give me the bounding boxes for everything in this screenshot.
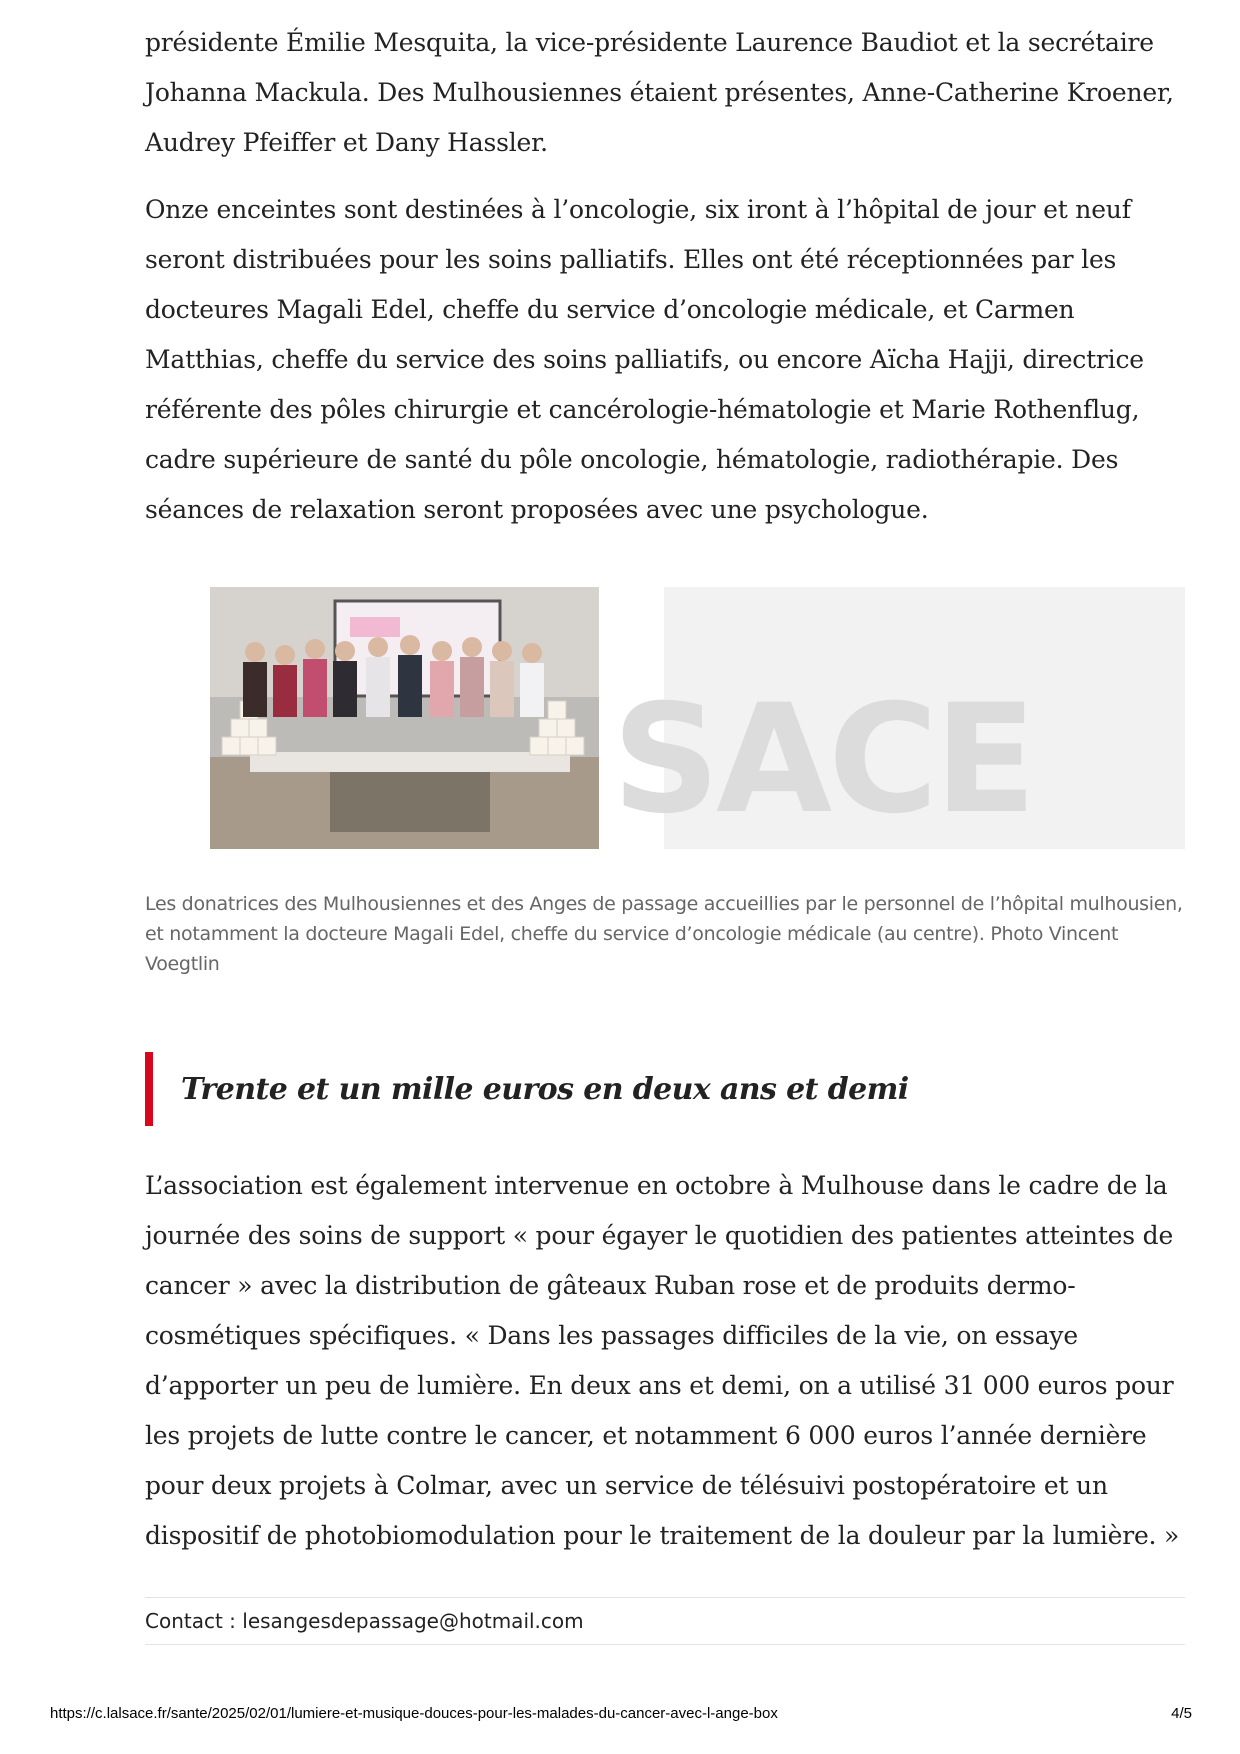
article-paragraph: présidente Émilie Mesquita, la vice-présidente Laurence Baudiot et la secrétaire Johanna Mackula. Des Mulhousiennes étaient présentes, Anne-Catherine Kroener, Audrey Pfeiffer et Dany Hassler. <box>145 28 1174 157</box>
contact-email-link[interactable]: lesangesdepassage@hotmail.com <box>242 1609 584 1633</box>
article-paragraph: Onze enceintes sont destinées à l’oncologie, six iront à l’hôpital de jour et neuf seront distribuées pour les soins palliatifs. Elles ont été réceptionnées par les docteures Magali Edel, cheffe du service d’oncologie médicale, et Carmen Matthias, cheffe du service des soins palliatifs, ou encore Aïcha Hajji, directrice référente des pôles chirurgie et cancérologie-hématologie et Marie Rothenflug, cadre supérieure de santé du pôle oncologie, hématologie, radiothérapie. Des séances de relaxation seront proposées avec une psychologue. <box>145 195 1144 524</box>
contact-label: Contact : <box>145 1609 243 1633</box>
article-photo[interactable] <box>210 587 599 849</box>
print-footer <box>50 1704 1192 1724</box>
footer-page-number: 4/5 <box>1171 1705 1192 1722</box>
photo-caption: Les donatrices des Mulhousiennes et des Anges de passage accueillies par le personnel de l’hôpital mulhousien, et notamment la docteure Magali Edel, cheffe du service d’oncologie médicale (au centre). Photo Vincent Voegtlin <box>145 893 1183 975</box>
article-paragraph: L’association est également intervenue en octobre à Mulhouse dans le cadre de la journée des soins de support « pour égayer le quotidien des patientes atteintes de cancer » avec la distribution de gâteaux Ruban rose et de produits dermo-cosmétiques spécifiques. « Dans les passages difficiles de la vie, on essaye d’apporter un peu de lumière. En deux ans et demi, on a utilisé 31 000 euros pour les projets de lutte contre le cancer, et notamment 6 000 euros l’année dernière pour deux projets à Colmar, avec un service de télésuivi postopératoire et un dispositif de photobiomodulation pour le traitement de la douleur par la lumière. » <box>145 1171 1180 1550</box>
contact-line <box>145 1597 1185 1645</box>
group-photo-image <box>210 587 599 849</box>
photo-gallery <box>145 587 1185 849</box>
footer-url: https://c.lalsace.fr/sante/2025/02/01/lumiere-et-musique-douces-pour-les-malades-du-cancer-avec-l-ange-box <box>50 1705 778 1722</box>
image-placeholder <box>612 587 1185 849</box>
placeholder-logo-text: SACE <box>612 673 1033 847</box>
section-heading: Trente et un mille euros en deux ans et demi <box>181 1071 909 1107</box>
article <box>145 18 1185 1645</box>
section-heading-block <box>145 1052 1185 1126</box>
